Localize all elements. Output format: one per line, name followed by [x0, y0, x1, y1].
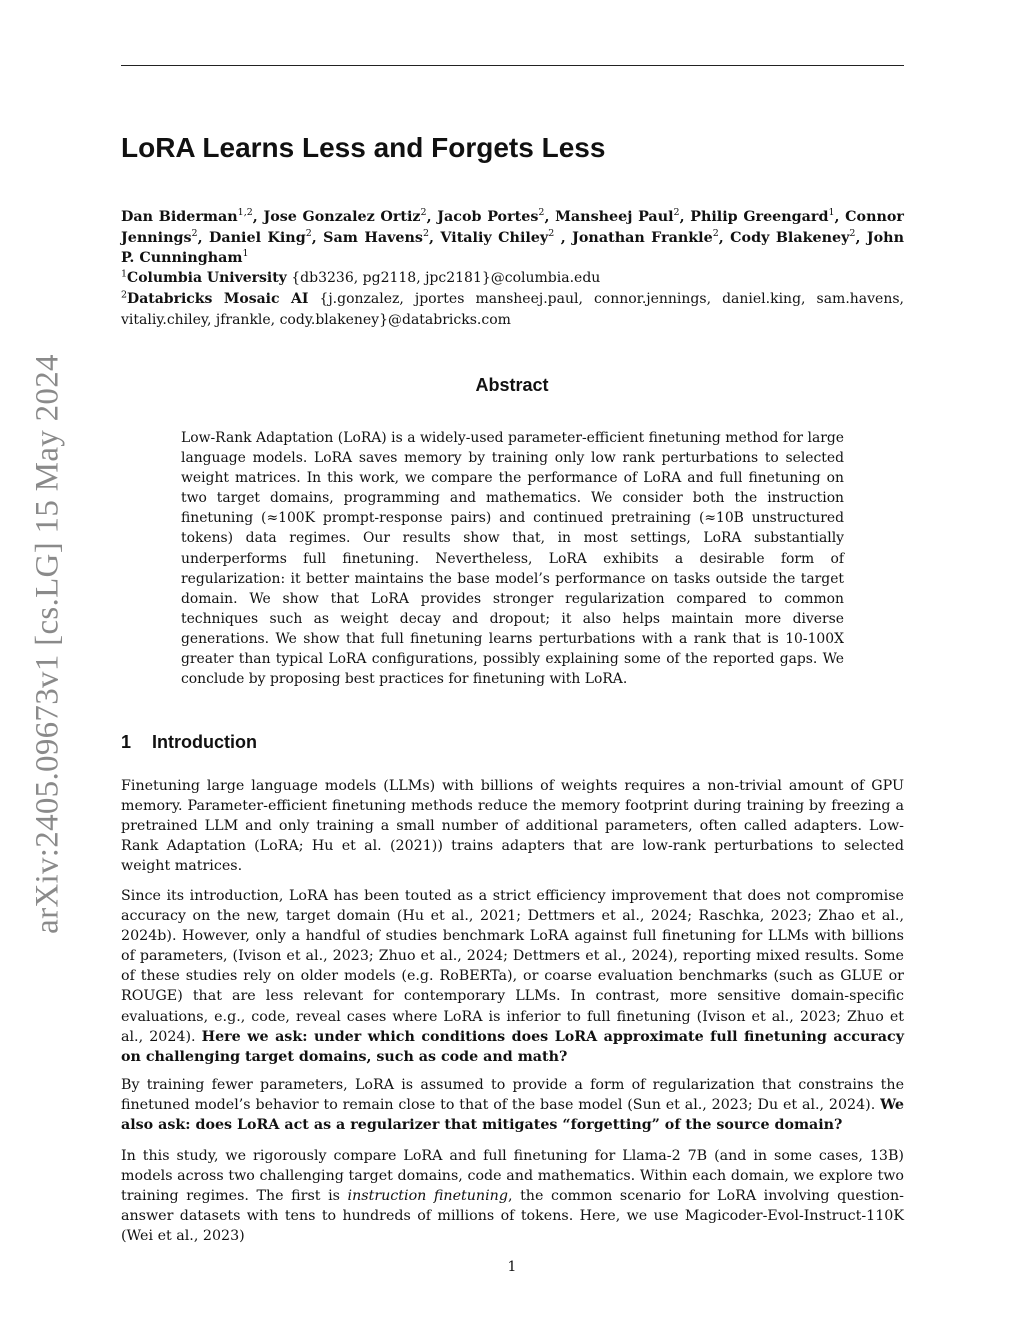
- author: Sam Havens$^2$,: [323, 227, 441, 246]
- author: Philip Greengard$^1$,: [690, 207, 846, 225]
- author: Dan Biderman$^{1,2}$,: [121, 207, 264, 225]
- arxiv-identifier: arXiv:2405.09673v1 [cs.LG] 15 May 2024: [29, 354, 66, 934]
- affiliation-databricks: $^2$Databricks Mosaic AI {j.gonzalez, jportes mansheej.paul, connor.jennings, daniel.king, sam.havens, vitaliy.chiley, jfrankle, cody.blakeney}@databricks.com: [121, 289, 904, 328]
- affiliation-emails: {db3236, pg2118, jpc2181}@columbia.edu: [286, 270, 601, 286]
- author: Jonathan Frankle$^2$,: [572, 227, 731, 246]
- affiliation-columbia: $^1$Columbia University {db3236, pg2118, jpc2181}@columbia.edu: [121, 268, 601, 286]
- author: Jose Gonzalez Ortiz$^2$,: [263, 207, 438, 225]
- author: Mansheej Paul$^2$,: [555, 207, 691, 225]
- intro-paragraph-4: In this study, we rigorously compare LoRA and full finetuning for Llama-2 7B (and in some cases, 13B) models across two challenging target domains, code and mathematics. Within each domain, we explore two training regimes. The first is instruction finetuning, the common scenario for LoRA involving question-answer datasets with tens to hundreds of millions of tokens. Here, we use Magicoder-Evol-Instruct-110K (Wei et al., 2023): [121, 1148, 904, 1245]
- abstract-text: Low-Rank Adaptation (LoRA) is a widely-used parameter-efficient finetuning method for large language models. LoRA saves memory by training only low rank perturbations to selected weight matrices. In this work, we compare the performance of LoRA and full finetuning on two target domains, programming and mathematics. We consider both the instruction finetuning (≈100K prompt-response pairs) and continued pretraining (≈10B unstructured tokens) data regimes. Our results show that, in most settings, LoRA substantially underperforms full finetuning. Nevertheless, LoRA exhibits a desirable form of regularization: it better maintains the base model’s performance on tasks outside the target domain. We show that LoRA provides stronger regularization compared to common techniques such as weight decay and dropout; it also helps maintain more diverse generations. We show that full finetuning learns perturbations with a rank that is 10-100X greater than typical LoRA configurations, possibly explaining some of the reported gaps. We conclude by proposing best practices for finetuning with LoRA.: [181, 430, 844, 688]
- affiliation-name: Columbia University: [127, 270, 287, 286]
- intro-paragraph-3: By training fewer parameters, LoRA is assumed to provide a form of regularization that constrains the finetuned model’s behavior to remain close to that of the base model (Sun et al., 2023; Du et al., 2024). We also ask: does LoRA act as a regularizer that mitigates “forgetting” of the source domain?: [121, 1077, 904, 1134]
- author: Vitaliy Chiley$^2$ ,: [440, 227, 573, 246]
- affiliation-name: Databricks Mosaic AI: [127, 291, 309, 307]
- author: Daniel King$^2$,: [209, 227, 324, 246]
- section-number: 1: [121, 732, 132, 752]
- research-question-1: Here we ask: under which conditions does LoRA approximate full finetuning accuracy on challenging target domains, such as code and math?: [121, 1028, 904, 1065]
- author: Jacob Portes$^2$,: [437, 207, 556, 225]
- page-number: 1: [507, 1259, 517, 1275]
- paper-title: LoRA Learns Less and Forgets Less: [121, 132, 606, 163]
- author: John P. Cunningham$^1$: [121, 229, 904, 266]
- section-heading: [121, 729, 257, 755]
- author: Connor Jennings$^2$,: [121, 209, 904, 246]
- author: Cody Blakeney$^2$,: [730, 227, 867, 246]
- section-title: Introduction: [152, 732, 257, 752]
- abstract-heading: Abstract: [475, 375, 549, 395]
- author-list: [121, 207, 904, 269]
- intro-paragraph-1: Finetuning large language models (LLMs) with billions of weights requires a non-trivial amount of GPU memory. Parameter-efficient finetuning methods reduce the memory footprint during training by freezing a pretrained LLM and only training a small number of additional parameters, often called adapters. Low-Rank Adaptation (LoRA; Hu et al. (2021)) trains adapters that are low-rank perturbations to selected weight matrices.: [121, 778, 904, 875]
- affiliation-emails: {j.gonzalez, jportes mansheej.paul, connor.jennings, daniel.king, sam.havens, vitaliy.chiley, jfrankle, cody.blakeney}@databricks.com: [121, 291, 904, 328]
- emphasis-instruction-finetuning: instruction finetuning: [347, 1188, 508, 1205]
- research-question-2: We also ask: does LoRA act as a regularizer that mitigates “forgetting” of the source domain?: [121, 1097, 904, 1134]
- top-rule: [121, 65, 904, 66]
- intro-paragraph-2: Since its introduction, LoRA has been touted as a strict efficiency improvement that does not compromise accuracy on the new, target domain (Hu et al., 2021; Dettmers et al., 2024; Raschka, 2023; Zhao et al., 2024b). However, only a handful of studies benchmark LoRA against full finetuning for LLMs with billions of parameters, (Ivison et al., 2023; Zhuo et al., 2024; Dettmers et al., 2024), reporting mixed results. Some of these studies rely on older models (e.g. RoBERTa), or coarse evaluation benchmarks (such as GLUE or ROUGE) that are less relevant for contemporary LLMs. In contrast, more sensitive domain-specific evaluations, e.g., code, reveal cases where LoRA is inferior to full finetuning (Ivison et al., 2023; Zhuo et al., 2024). Here we ask: under which conditions does LoRA approximate full finetuning accuracy on challenging target domains, such as code and math?: [121, 888, 904, 1065]
